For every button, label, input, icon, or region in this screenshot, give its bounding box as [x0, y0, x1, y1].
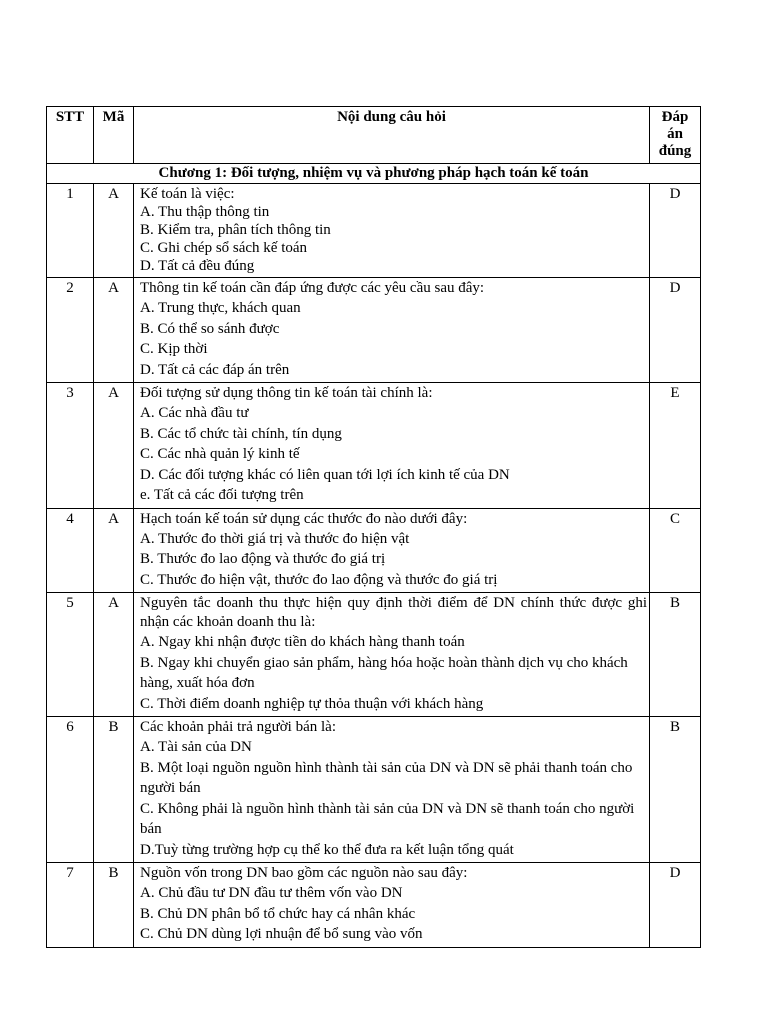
correct-answer: B	[650, 717, 701, 863]
question-code: A	[94, 184, 134, 278]
answer-option: A. Các nhà đầu tư	[140, 405, 249, 421]
header-stt: STT	[47, 107, 94, 164]
answer-option: C. Không phải là nguồn hình thành tài sản của DN và DN sẽ thanh toán cho người bán	[140, 800, 635, 837]
answer-option: A. Chủ đầu tư DN đầu tư thêm vốn vào DN	[140, 885, 403, 901]
answer-option: C. Các nhà quản lý kinh tế	[140, 446, 300, 462]
chapter-row	[47, 164, 701, 184]
question-content	[134, 717, 650, 863]
answer-option: B. Có thể so sánh được	[140, 320, 280, 337]
answer-option: B. Ngay khi chuyển giao sản phẩm, hàng hóa hoặc hoàn thành dịch vụ cho khách hàng, xuất hóa đơn	[140, 654, 628, 691]
answer-option: C. Chủ DN dùng lợi nhuận để bổ sung vào vốn	[140, 926, 423, 942]
chapter-title: Chương 1: Đối tượng, nhiệm vụ và phương pháp hạch toán kế toán	[47, 164, 701, 184]
header-answer-line: đúng	[658, 143, 692, 159]
correct-answer: D	[650, 184, 701, 278]
question-code: A	[94, 508, 134, 593]
question-row	[47, 863, 701, 948]
question-text: Kế toán là việc:	[140, 186, 235, 202]
question-content	[134, 278, 650, 383]
question-content	[134, 184, 650, 278]
answer-option: D. Các đối tượng khác có liên quan tới lợi ích kinh tế của DN	[140, 466, 510, 483]
question-code: A	[94, 278, 134, 383]
question-content	[134, 863, 650, 948]
answer-option: B. Kiểm tra, phân tích thông tin	[140, 222, 331, 238]
question-number: 3	[47, 383, 94, 509]
header-code: Mã	[94, 107, 134, 164]
question-number: 4	[47, 508, 94, 593]
answer-option: C. Kịp thời	[140, 341, 208, 357]
answer-option: B. Thước đo lao động và thước đo giá trị	[140, 551, 386, 567]
correct-answer: E	[650, 383, 701, 509]
question-table-container	[46, 106, 701, 948]
question-text: Thông tin kế toán cần đáp ứng được các yêu cầu sau đây:	[140, 280, 485, 296]
answer-option: B. Chủ DN phân bổ tổ chức hay cá nhân khác	[140, 905, 416, 922]
question-code: B	[94, 717, 134, 863]
answer-option: e. Tất cả các đối tượng trên	[140, 487, 304, 503]
answer-option: A. Ngay khi nhận được tiền do khách hàng thanh toán	[140, 634, 465, 650]
question-number: 6	[47, 717, 94, 863]
answer-option: A. Thước đo thời giá trị và thước đo hiện vật	[140, 530, 410, 547]
question-text: Các khoản phải trả người bán là:	[140, 719, 337, 735]
header-answer-line: Đáp	[661, 109, 689, 125]
header-content: Nội dung câu hỏi	[134, 107, 650, 164]
correct-answer: D	[650, 863, 701, 948]
question-text: Đối tượng sử dụng thông tin kế toán tài chính là:	[140, 385, 433, 401]
answer-option: C. Thước đo hiện vật, thước đo lao động và thước đo giá trị	[140, 571, 498, 588]
answer-option: D. Tất cả đều đúng	[140, 258, 255, 274]
answer-option: D.Tuỳ từng trường hợp cụ thể ko thể đưa ra kết luận tổng quát	[140, 841, 514, 858]
answer-option: C. Ghi chép sổ sách kế toán	[140, 240, 308, 256]
question-row	[47, 278, 701, 383]
question-text: Nguyên tắc doanh thu thực hiện quy định thời điểm để DN chính thức được ghi nhận các khoản doanh thu là:	[140, 595, 647, 630]
question-code: A	[94, 383, 134, 509]
question-content	[134, 383, 650, 509]
answer-option: A. Thu thập thông tin	[140, 204, 270, 220]
question-code: B	[94, 863, 134, 948]
question-row	[47, 184, 701, 278]
question-row	[47, 383, 701, 509]
question-number: 5	[47, 593, 94, 717]
question-content	[134, 508, 650, 593]
question-content	[134, 593, 650, 717]
header-answer-line: án	[667, 126, 683, 142]
question-number: 1	[47, 184, 94, 278]
answer-option: D. Tất cả các đáp án trên	[140, 361, 290, 378]
answer-option: C. Thời điểm doanh nghiệp tự thỏa thuận với khách hàng	[140, 695, 484, 712]
answer-option: A. Tài sản của DN	[140, 739, 252, 755]
answer-option: B. Một loại nguồn nguồn hình thành tài sản của DN và DN sẽ phải thanh toán cho người bán	[140, 759, 633, 796]
question-number: 2	[47, 278, 94, 383]
answer-option: A. Trung thực, khách quan	[140, 300, 301, 316]
question-text: Nguồn vốn trong DN bao gồm các nguồn nào sau đây:	[140, 865, 468, 881]
answer-option: B. Các tổ chức tài chính, tín dụng	[140, 425, 342, 442]
correct-answer: C	[650, 508, 701, 593]
question-row	[47, 508, 701, 593]
header-answer	[650, 107, 701, 164]
question-row	[47, 717, 701, 863]
header-row	[47, 107, 701, 164]
correct-answer: B	[650, 593, 701, 717]
correct-answer: D	[650, 278, 701, 383]
question-text: Hạch toán kế toán sử dụng các thước đo nào dưới đây:	[140, 510, 468, 527]
question-number: 7	[47, 863, 94, 948]
question-row	[47, 593, 701, 717]
question-code: A	[94, 593, 134, 717]
question-table	[46, 106, 701, 948]
